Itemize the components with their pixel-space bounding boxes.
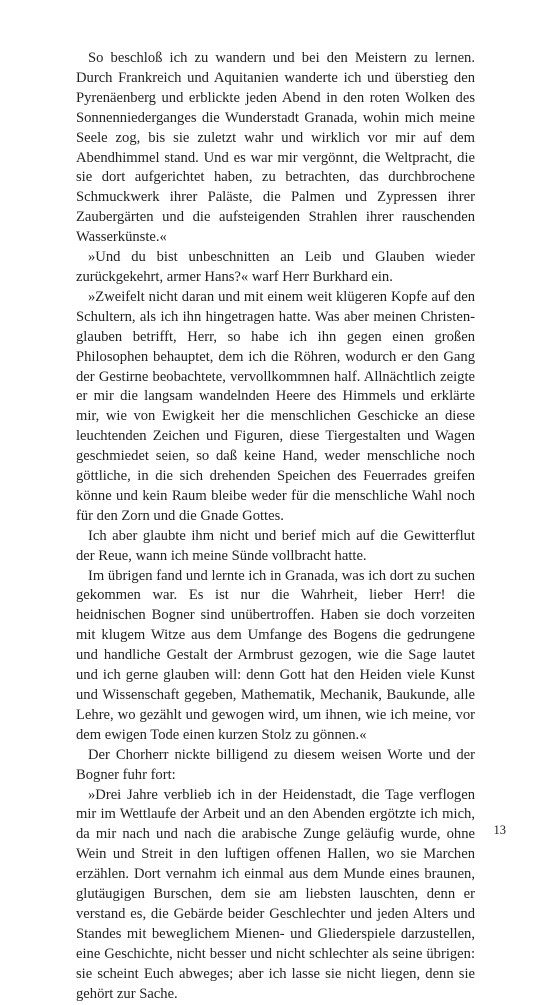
- paragraph-4: Ich aber glaubte ihm nicht und berief mich auf die Gewitterflut der Reue, wann ich meine Sünde vollbracht hatte.: [76, 527, 475, 564]
- page-number: 13: [493, 823, 506, 837]
- paragraph-6: Der Chorherr nickte billigend zu diesem weisen Worte und der Bogner fuhr fort:: [76, 746, 475, 783]
- paragraph-2: »Und du bist unbeschnitten an Leib und Glauben wieder zurückgekehrt, armer Hans?« warf Herr Burkhard ein.: [76, 249, 475, 285]
- paragraph-1: So beschloß ich zu wandern und bei den Meistern zu lernen. Durch Frankreich und Aquitanien wanderte ich und überstieg den Pyrenäenberg und erblickte jeden Abend in den roten Wolken des Sonnenniederganges die Wunderstadt Granada, wohin mich meine Seele zog, bis sie zuletzt wahr und wirklich vor mir auf dem Abendhimmel stand. Und es war mir vergönnt, die Weltpracht, die sie dort aufgerichtet haben, zu betrachten, das durchbrochene Schmuckwerk ihrer Paläste, die Palmen und Zypressen ihrer Zaubergärten und die aufsteigenden Strahlen ihrer rauschenden Wasserkünste.«: [76, 50, 475, 246]
- page-body: [76, 49, 475, 1005]
- paragraph-3: »Zweifelt nicht daran und mit einem weit klügeren Kopfe auf den Schultern, als ich ihn hingetragen hatte. Was aber meinen Christenglauben betrifft, Herr, so habe ich ihn gegen einen großen Philosophen behauptet, dem ich die Röhren, wodurch er den Gang der Gestirne beobachtete, vervollkommnen half. Allnächtlich zeigte er mir die langsam wandelnden Heere des Himmels und erklärte mir, wie von Ewigkeit her die menschlichen Geschicke an diese leuchtenden Zeichen und Figuren, diese Tiergestalten und Wagen geschmiedet seien, so daß keine Hand, weder menschliche noch göttliche, in die sich drehenden Speichen des Feuerrades greifen könne und kein Raum bleibe weder für die menschliche Wahl noch für den Zorn und die Gnade Gottes.: [76, 288, 475, 524]
- paragraph-5: Im übrigen fand und lernte ich in Granada, was ich dort zu suchen gekommen war. Es ist nur die Wahrheit, lieber Herr! die heidnischen Bogner sind unübertroffen. Haben sie doch vorzeiten mit klugem Witze aus dem Umfange des Bogens die gedrungene und handliche Gestalt der Armbrust gezogen, wie die Sage lautet und ich gerne glauben will: denn Gott hat den Heiden viele Kunst und Wissenschaft gegeben, Mathematik, Mechanik, Baukunde, alle Lehre, wo gezählt und gewogen wird, um ihnen, wie ich meine, vor dem ewigen Tode einen kurzen Stolz zu gönnen.«: [76, 567, 475, 743]
- paragraph-7: »Drei Jahre verblieb ich in der Heidenstadt, die Tage verflogen mir im Wettlaufe der Arbeit und an den Abenden ergötzte ich mich, da mir nach und nach die arabische Zunge geläufig wurde, ohne Wein und Streit in den luftigen offenen Hallen, wo sie Marchen erzählen. Dort vernahm ich einmal aus dem Munde eines braunen, glutäugigen Burschen, dem sie am liebsten lauschten, denn er verstand es, die Gebärde beider Geschlechter und jeden Alters und Standes mit beweglichem Mienen- und Gliederspiele darzustellen, eine Geschichte, nicht besser und nicht schlechter als seine übrigen: sie scheint Euch abweges; aber ich lasse sie nicht liegen, denn sie gehört zur Sache.: [76, 786, 475, 1002]
